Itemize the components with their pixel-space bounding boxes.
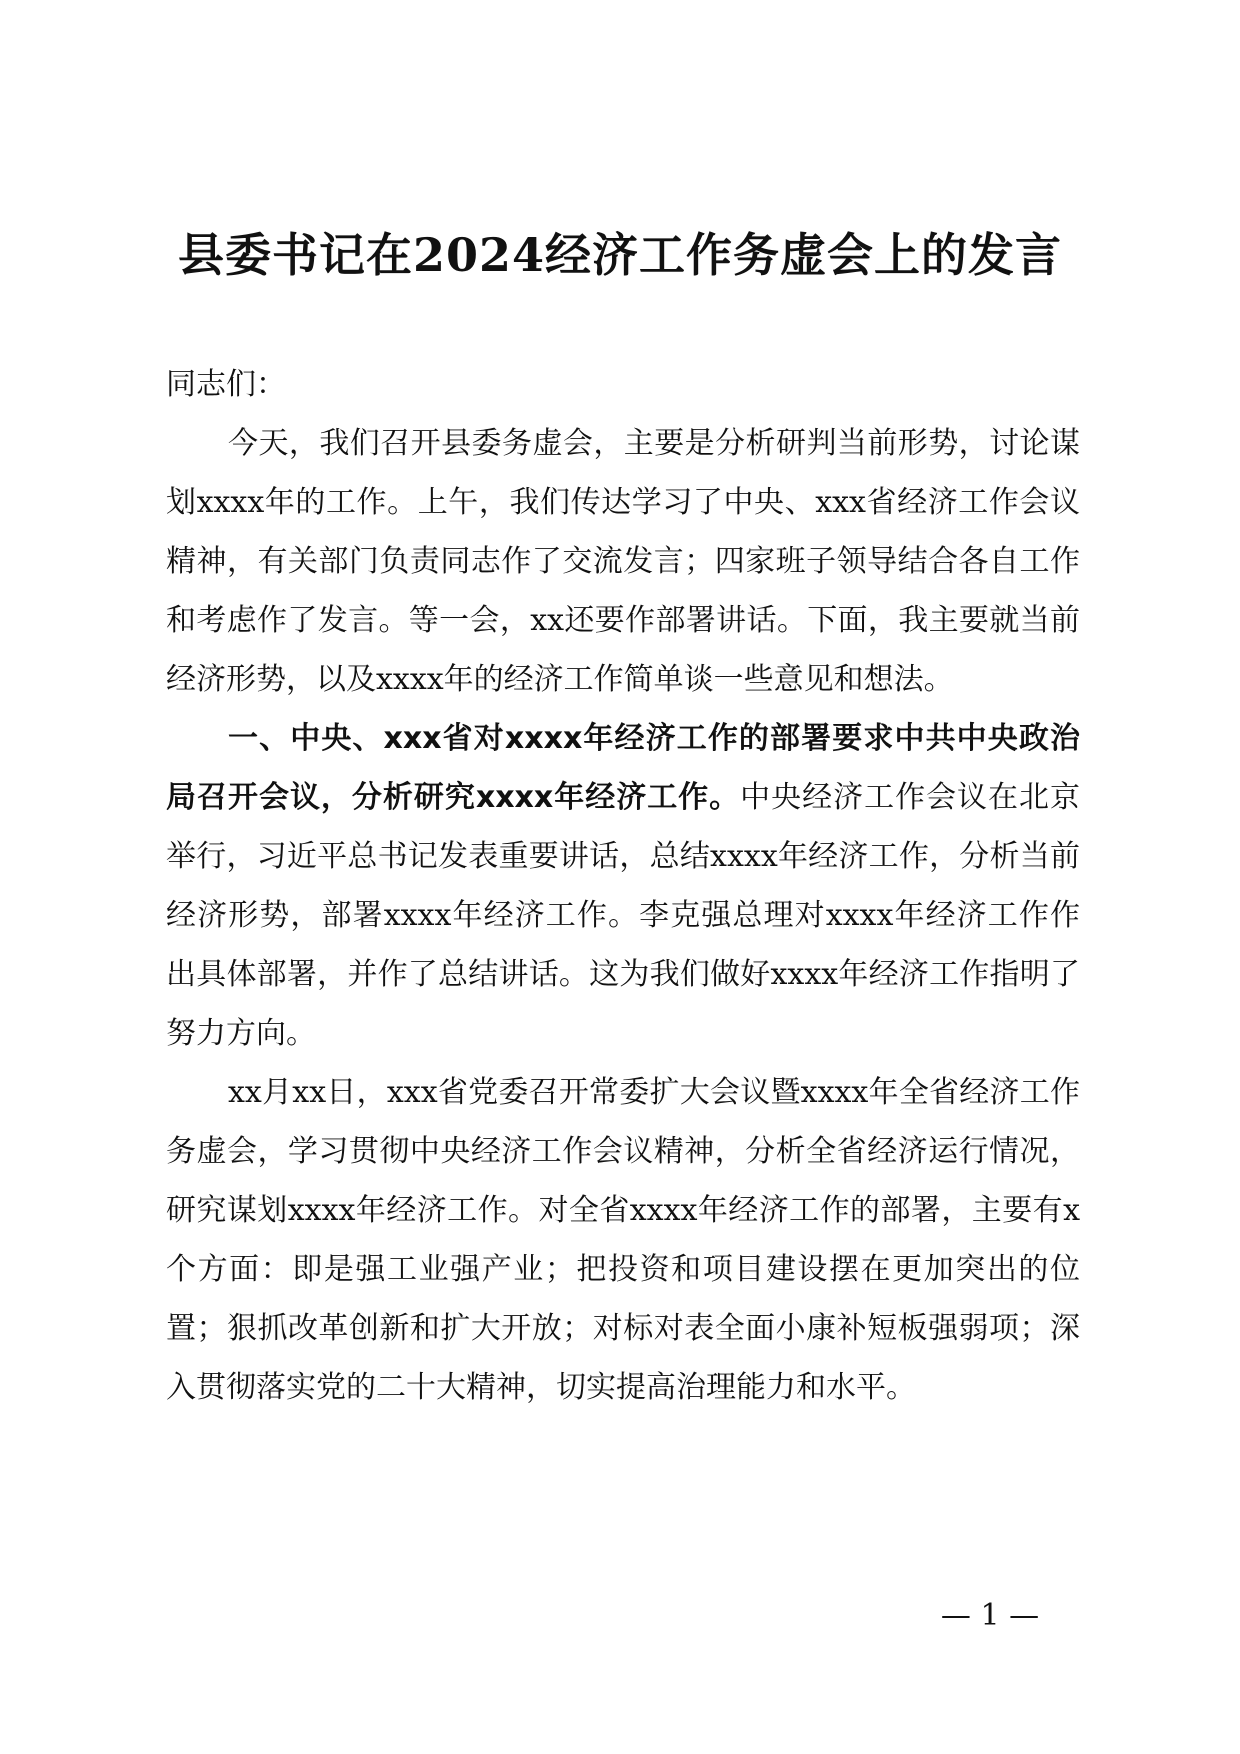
salutation: 同志们： (166, 367, 286, 402)
page-number: — 1 — (940, 1598, 1040, 1633)
section-1-text: 中央经济工作会议在北京举行，习近平总书记发表重要讲话，总结xxxx年经济工作，分析当前经济形势，部署xxxx年经济工作。李克强总理对xxxx年经济工作作出具体部署，并作了总结讲话。这为我们做好xxxx年经济工作指明了努力方向。 (166, 780, 1081, 1051)
section-1-heading: 一、中央、xxx省对xxxx年经济工作的部署要求中共中央政治局召开会议，分析研究xxxx年经济工作。 (166, 721, 1080, 815)
paragraph-provincial-meeting: xx月xx日，xxx省党委召开常委扩大会议暨xxxx年全省经济工作务虚会，学习贯彻中央经济工作会议精神，分析全省经济运行情况，研究谋划xxxx年经济工作。对全省xxxx年经济工作的部署，主要有x个方面：即是强工业强产业；把投资和项目建设摆在更加突出的位置；狠抓改革创新和扩大开放；对标对表全面小康补短板强弱项；深入贯彻落实党的二十大精神，切实提高治理能力和水平。 (166, 1075, 1080, 1405)
paragraph-intro: 今天，我们召开县委务虚会，主要是分析研判当前形势，讨论谋划xxxx年的工作。上午，我们传达学习了中央、xxx省经济工作会议精神，有关部门负责同志作了交流发言；四家班子领导结合各自工作和考虑作了发言。等一会，xx还要作部署讲话。下面，我主要就当前经济形势，以及xxxx年的经济工作简单谈一些意见和想法。 (166, 426, 1080, 697)
paragraph-section-1 (166, 709, 1080, 1063)
document-title: 县委书记在2024经济工作务虚会上的发言 (177, 228, 1063, 282)
document-body (166, 355, 1080, 1417)
